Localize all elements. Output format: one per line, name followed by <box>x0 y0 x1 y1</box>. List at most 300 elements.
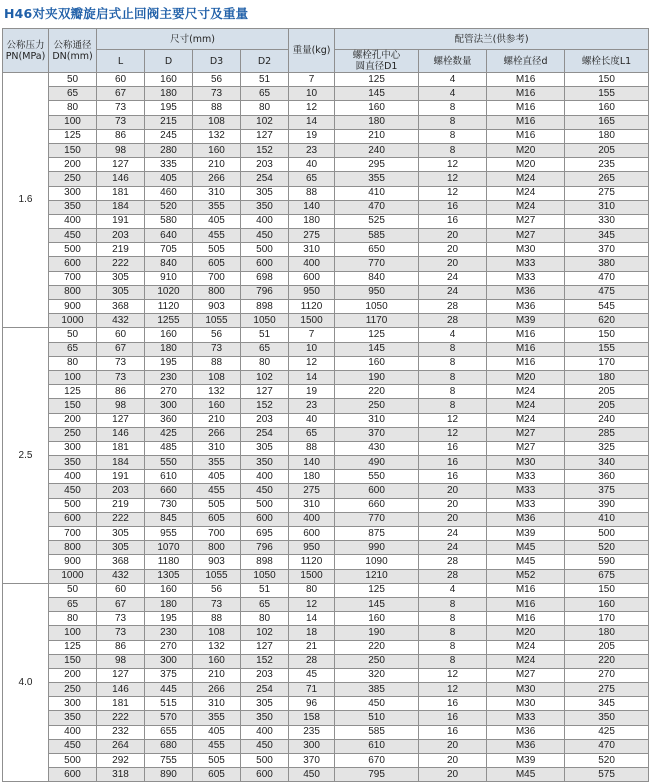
table-cell: 310 <box>565 200 649 214</box>
table-cell: 80 <box>241 612 289 626</box>
table-cell: 700 <box>49 271 97 285</box>
table-row <box>3 186 649 200</box>
table-cell: 205 <box>565 385 649 399</box>
table-cell: 475 <box>565 285 649 299</box>
table-cell: 350 <box>49 711 97 725</box>
table-cell: 490 <box>335 456 419 470</box>
table-cell: 590 <box>565 555 649 569</box>
header-size-group: 尺寸(mm) <box>97 29 289 50</box>
table-cell: 170 <box>565 356 649 370</box>
table-cell: 470 <box>565 739 649 753</box>
table-cell: 1050 <box>241 569 289 583</box>
table-cell: 127 <box>241 640 289 654</box>
table-cell: 360 <box>145 413 193 427</box>
table-cell: 108 <box>193 115 241 129</box>
table-cell: 520 <box>565 541 649 555</box>
table-cell: 500 <box>241 498 289 512</box>
table-row <box>3 470 649 484</box>
table-cell: 203 <box>97 229 145 243</box>
table-cell: 184 <box>97 200 145 214</box>
table-cell: 19 <box>289 385 335 399</box>
table-cell: 670 <box>335 754 419 768</box>
table-cell: 1050 <box>335 300 419 314</box>
table-cell: 350 <box>49 200 97 214</box>
table-cell: 222 <box>97 257 145 271</box>
table-cell: 8 <box>419 612 487 626</box>
header-pn: 公称压力 PN(MPa) <box>3 29 49 73</box>
table-cell: 250 <box>49 683 97 697</box>
table-cell: 8 <box>419 101 487 115</box>
table-cell: 16 <box>419 697 487 711</box>
table-cell: 585 <box>335 229 419 243</box>
table-cell: 222 <box>97 711 145 725</box>
table-cell: 500 <box>241 243 289 257</box>
table-cell: 310 <box>289 498 335 512</box>
table-cell: 235 <box>565 158 649 172</box>
table-cell: 28 <box>419 300 487 314</box>
table-cell: 98 <box>97 654 145 668</box>
table-cell: 270 <box>145 640 193 654</box>
table-cell: 4 <box>419 87 487 101</box>
table-cell: 320 <box>335 668 419 682</box>
table-cell: 155 <box>565 342 649 356</box>
table-cell: 195 <box>145 612 193 626</box>
table-cell: 56 <box>193 73 241 87</box>
table-cell: M24 <box>487 172 565 186</box>
table-cell: M30 <box>487 697 565 711</box>
table-cell: 127 <box>241 385 289 399</box>
table-row <box>3 285 649 299</box>
table-cell: 146 <box>97 683 145 697</box>
table-cell: M24 <box>487 654 565 668</box>
table-cell: 254 <box>241 172 289 186</box>
table-row <box>3 172 649 186</box>
table-cell: M20 <box>487 370 565 384</box>
table-row <box>3 87 649 101</box>
table-cell: 160 <box>145 328 193 342</box>
table-cell: 1500 <box>289 569 335 583</box>
table-cell: 73 <box>97 101 145 115</box>
table-cell: 73 <box>97 626 145 640</box>
table-cell: 240 <box>335 143 419 157</box>
table-cell: 875 <box>335 527 419 541</box>
header-d-text: D <box>164 55 173 67</box>
table-cell: 600 <box>335 484 419 498</box>
table-cell: 73 <box>97 612 145 626</box>
table-cell: M52 <box>487 569 565 583</box>
table-row <box>3 697 649 711</box>
table-cell: 550 <box>335 470 419 484</box>
table-cell: 350 <box>565 711 649 725</box>
table-cell: 160 <box>145 583 193 597</box>
table-row <box>3 129 649 143</box>
table-cell: 700 <box>49 527 97 541</box>
table-cell: 80 <box>49 356 97 370</box>
table-cell: 285 <box>565 427 649 441</box>
table-cell: 370 <box>565 243 649 257</box>
table-row <box>3 441 649 455</box>
table-cell: 12 <box>419 668 487 682</box>
table-cell: M33 <box>487 711 565 725</box>
table-cell: 160 <box>193 654 241 668</box>
table-cell: 125 <box>335 583 419 597</box>
header-bolt-diameter: 螺栓直径d <box>487 50 565 73</box>
table-cell: M24 <box>487 413 565 427</box>
table-cell: M33 <box>487 470 565 484</box>
table-row <box>3 456 649 470</box>
table-cell: 232 <box>97 725 145 739</box>
table-row <box>3 314 649 328</box>
table-cell: 203 <box>241 413 289 427</box>
table-cell: 360 <box>565 470 649 484</box>
table-cell: 50 <box>49 328 97 342</box>
table-cell: 56 <box>193 583 241 597</box>
table-row <box>3 158 649 172</box>
pressure-cell: 2.5 <box>3 328 49 583</box>
table-cell: 12 <box>419 683 487 697</box>
spec-table <box>2 28 649 782</box>
table-cell: M16 <box>487 356 565 370</box>
table-cell: 795 <box>335 768 419 782</box>
table-cell: 205 <box>565 399 649 413</box>
table-cell: 203 <box>241 668 289 682</box>
table-cell: 266 <box>193 683 241 697</box>
table-cell: 220 <box>335 640 419 654</box>
table-cell: 4 <box>419 328 487 342</box>
table-row <box>3 385 649 399</box>
header-d <box>145 50 193 73</box>
table-cell: 410 <box>565 512 649 526</box>
table-cell: 51 <box>241 73 289 87</box>
table-cell: 180 <box>335 115 419 129</box>
table-cell: M36 <box>487 512 565 526</box>
table-cell: 8 <box>419 129 487 143</box>
table-row <box>3 399 649 413</box>
table-cell: 20 <box>419 739 487 753</box>
table-cell: 200 <box>49 668 97 682</box>
table-cell: M36 <box>487 285 565 299</box>
table-cell: 191 <box>97 214 145 228</box>
table-cell: 1070 <box>145 541 193 555</box>
table-cell: 310 <box>335 413 419 427</box>
table-cell: 1170 <box>335 314 419 328</box>
table-cell: M27 <box>487 441 565 455</box>
table-cell: 180 <box>145 342 193 356</box>
table-cell: 680 <box>145 739 193 753</box>
table-cell: 181 <box>97 697 145 711</box>
table-cell: 385 <box>335 683 419 697</box>
table-row <box>3 583 649 597</box>
table-cell: 8 <box>419 370 487 384</box>
table-cell: 400 <box>49 725 97 739</box>
table-cell: 620 <box>565 314 649 328</box>
table-cell: 800 <box>49 285 97 299</box>
table-row <box>3 143 649 157</box>
table-cell: 14 <box>289 612 335 626</box>
table-cell: M24 <box>487 186 565 200</box>
table-cell: 16 <box>419 725 487 739</box>
table-row <box>3 498 649 512</box>
table-cell: 796 <box>241 285 289 299</box>
table-cell: 264 <box>97 739 145 753</box>
table-cell: 300 <box>49 441 97 455</box>
table-cell: 195 <box>145 356 193 370</box>
table-cell: M16 <box>487 101 565 115</box>
table-cell: 600 <box>241 512 289 526</box>
table-cell: 605 <box>193 512 241 526</box>
table-cell: M36 <box>487 739 565 753</box>
table-cell: 8 <box>419 143 487 157</box>
table-row <box>3 342 649 356</box>
table-cell: 210 <box>193 413 241 427</box>
table-cell: 700 <box>193 271 241 285</box>
table-cell: 65 <box>241 87 289 101</box>
table-cell: 18 <box>289 626 335 640</box>
table-cell: 181 <box>97 441 145 455</box>
table-cell: 12 <box>289 356 335 370</box>
table-cell: 40 <box>289 158 335 172</box>
table-cell: 8 <box>419 399 487 413</box>
table-cell: 430 <box>335 441 419 455</box>
table-cell: 14 <box>289 115 335 129</box>
table-cell: 500 <box>49 498 97 512</box>
table-cell: 165 <box>565 115 649 129</box>
table-cell: 125 <box>335 328 419 342</box>
table-header <box>3 29 649 73</box>
table-cell: 222 <box>97 512 145 526</box>
table-cell: 345 <box>565 229 649 243</box>
table-cell: 845 <box>145 512 193 526</box>
table-cell: 1050 <box>241 314 289 328</box>
table-cell: 1120 <box>289 555 335 569</box>
table-cell: 425 <box>145 427 193 441</box>
table-cell: 73 <box>97 115 145 129</box>
table-cell: 675 <box>565 569 649 583</box>
table-cell: M24 <box>487 385 565 399</box>
table-cell: M33 <box>487 498 565 512</box>
table-cell: 65 <box>289 172 335 186</box>
table-cell: 65 <box>289 427 335 441</box>
table-cell: 60 <box>97 73 145 87</box>
table-cell: 240 <box>565 413 649 427</box>
table-cell: 181 <box>97 186 145 200</box>
table-row <box>3 427 649 441</box>
table-cell: 88 <box>193 612 241 626</box>
table-row <box>3 370 649 384</box>
table-cell: 266 <box>193 172 241 186</box>
table-cell: M36 <box>487 725 565 739</box>
table-row <box>3 271 649 285</box>
table-cell: 580 <box>145 214 193 228</box>
table-cell: 1000 <box>49 314 97 328</box>
table-cell: 16 <box>419 441 487 455</box>
table-cell: 450 <box>289 768 335 782</box>
table-cell: 80 <box>241 101 289 115</box>
table-cell: 20 <box>419 754 487 768</box>
table-cell: 375 <box>565 484 649 498</box>
table-cell: 100 <box>49 626 97 640</box>
table-cell: 20 <box>419 498 487 512</box>
table-cell: 16 <box>419 200 487 214</box>
table-cell: 1500 <box>289 314 335 328</box>
table-row <box>3 257 649 271</box>
table-cell: 355 <box>335 172 419 186</box>
table-cell: 505 <box>193 754 241 768</box>
table-cell: 200 <box>49 413 97 427</box>
table-cell: 160 <box>193 143 241 157</box>
table-cell: 7 <box>289 73 335 87</box>
table-cell: M39 <box>487 754 565 768</box>
table-cell: 160 <box>335 612 419 626</box>
table-cell: 310 <box>193 697 241 711</box>
table-cell: 1090 <box>335 555 419 569</box>
table-cell: 14 <box>289 370 335 384</box>
table-cell: M16 <box>487 73 565 87</box>
table-cell: M20 <box>487 143 565 157</box>
table-cell: 770 <box>335 512 419 526</box>
table-cell: 955 <box>145 527 193 541</box>
table-cell: 88 <box>193 356 241 370</box>
table-row <box>3 555 649 569</box>
table-cell: 88 <box>289 441 335 455</box>
table-cell: 432 <box>97 314 145 328</box>
table-cell: 230 <box>145 626 193 640</box>
table-cell: 125 <box>49 385 97 399</box>
table-row <box>3 73 649 87</box>
table-cell: 900 <box>49 555 97 569</box>
table-cell: 310 <box>289 243 335 257</box>
table-row <box>3 739 649 753</box>
table-cell: M27 <box>487 668 565 682</box>
table-cell: 150 <box>565 73 649 87</box>
table-cell: 450 <box>241 739 289 753</box>
table-cell: 132 <box>193 385 241 399</box>
table-cell: 235 <box>289 725 335 739</box>
table-cell: 180 <box>289 470 335 484</box>
table-cell: 350 <box>241 711 289 725</box>
table-cell: 550 <box>145 456 193 470</box>
table-row <box>3 754 649 768</box>
table-cell: 102 <box>241 626 289 640</box>
table-cell: 12 <box>419 186 487 200</box>
table-cell: 515 <box>145 697 193 711</box>
table-cell: 8 <box>419 356 487 370</box>
table-cell: 160 <box>193 399 241 413</box>
table-cell: 191 <box>97 470 145 484</box>
table-cell: 400 <box>289 512 335 526</box>
table-cell: M16 <box>487 612 565 626</box>
table-cell: 160 <box>145 73 193 87</box>
table-cell: 203 <box>241 158 289 172</box>
table-cell: 800 <box>49 541 97 555</box>
table-row <box>3 569 649 583</box>
table-cell: 20 <box>419 484 487 498</box>
header-weight: 重量(kg) <box>289 29 335 73</box>
table-cell: 8 <box>419 626 487 640</box>
table-cell: 265 <box>565 172 649 186</box>
table-cell: 898 <box>241 555 289 569</box>
table-cell: 500 <box>49 243 97 257</box>
table-cell: 650 <box>335 243 419 257</box>
table-cell: 100 <box>49 115 97 129</box>
table-cell: 585 <box>335 725 419 739</box>
table-cell: 80 <box>289 583 335 597</box>
table-cell: 180 <box>565 129 649 143</box>
table-cell: 605 <box>193 257 241 271</box>
table-cell: 898 <box>241 300 289 314</box>
table-row <box>3 243 649 257</box>
table-cell: M36 <box>487 300 565 314</box>
table-cell: M30 <box>487 683 565 697</box>
table-cell: 355 <box>193 200 241 214</box>
header-bolt-count: 螺栓数量 <box>419 50 487 73</box>
table-cell: 160 <box>565 101 649 115</box>
table-cell: 67 <box>97 342 145 356</box>
table-cell: 600 <box>289 271 335 285</box>
table-cell: 10 <box>289 342 335 356</box>
table-cell: 67 <box>97 597 145 611</box>
table-row <box>3 668 649 682</box>
table-cell: 400 <box>241 214 289 228</box>
table-cell: 380 <box>565 257 649 271</box>
table-row <box>3 512 649 526</box>
table-cell: 400 <box>289 257 335 271</box>
table-cell: 20 <box>419 257 487 271</box>
page-title: H46对夹双瓣旋启式止回阀主要尺寸及重量 <box>4 6 249 21</box>
table-cell: 500 <box>49 754 97 768</box>
table-cell: 405 <box>193 470 241 484</box>
table-cell: 350 <box>49 456 97 470</box>
table-cell: 23 <box>289 399 335 413</box>
table-cell: 605 <box>193 768 241 782</box>
table-cell: 800 <box>193 541 241 555</box>
table-cell: 600 <box>49 512 97 526</box>
table-cell: 24 <box>419 541 487 555</box>
table-cell: 375 <box>145 668 193 682</box>
table-cell: M30 <box>487 243 565 257</box>
table-cell: 23 <box>289 143 335 157</box>
table-cell: 368 <box>97 555 145 569</box>
table-cell: 180 <box>565 626 649 640</box>
header-bolt-length: 螺栓长度L1 <box>565 50 649 73</box>
table-cell: 660 <box>145 484 193 498</box>
table-row <box>3 101 649 115</box>
table-cell: M24 <box>487 399 565 413</box>
table-cell: 16 <box>419 711 487 725</box>
header-l <box>97 50 145 73</box>
table-cell: 127 <box>97 413 145 427</box>
table-cell: 305 <box>241 186 289 200</box>
table-cell: 184 <box>97 456 145 470</box>
table-cell: 150 <box>49 654 97 668</box>
table-cell: 505 <box>193 243 241 257</box>
table-row <box>3 626 649 640</box>
table-cell: 220 <box>565 654 649 668</box>
table-cell: 12 <box>419 172 487 186</box>
table-cell: 840 <box>145 257 193 271</box>
table-cell: 355 <box>193 456 241 470</box>
table-cell: 160 <box>335 356 419 370</box>
table-cell: 146 <box>97 172 145 186</box>
table-cell: 219 <box>97 498 145 512</box>
table-cell: 455 <box>193 484 241 498</box>
table-cell: M16 <box>487 115 565 129</box>
table-cell: 152 <box>241 654 289 668</box>
table-cell: 102 <box>241 370 289 384</box>
table-cell: M39 <box>487 527 565 541</box>
table-cell: M33 <box>487 257 565 271</box>
table-cell: M16 <box>487 597 565 611</box>
